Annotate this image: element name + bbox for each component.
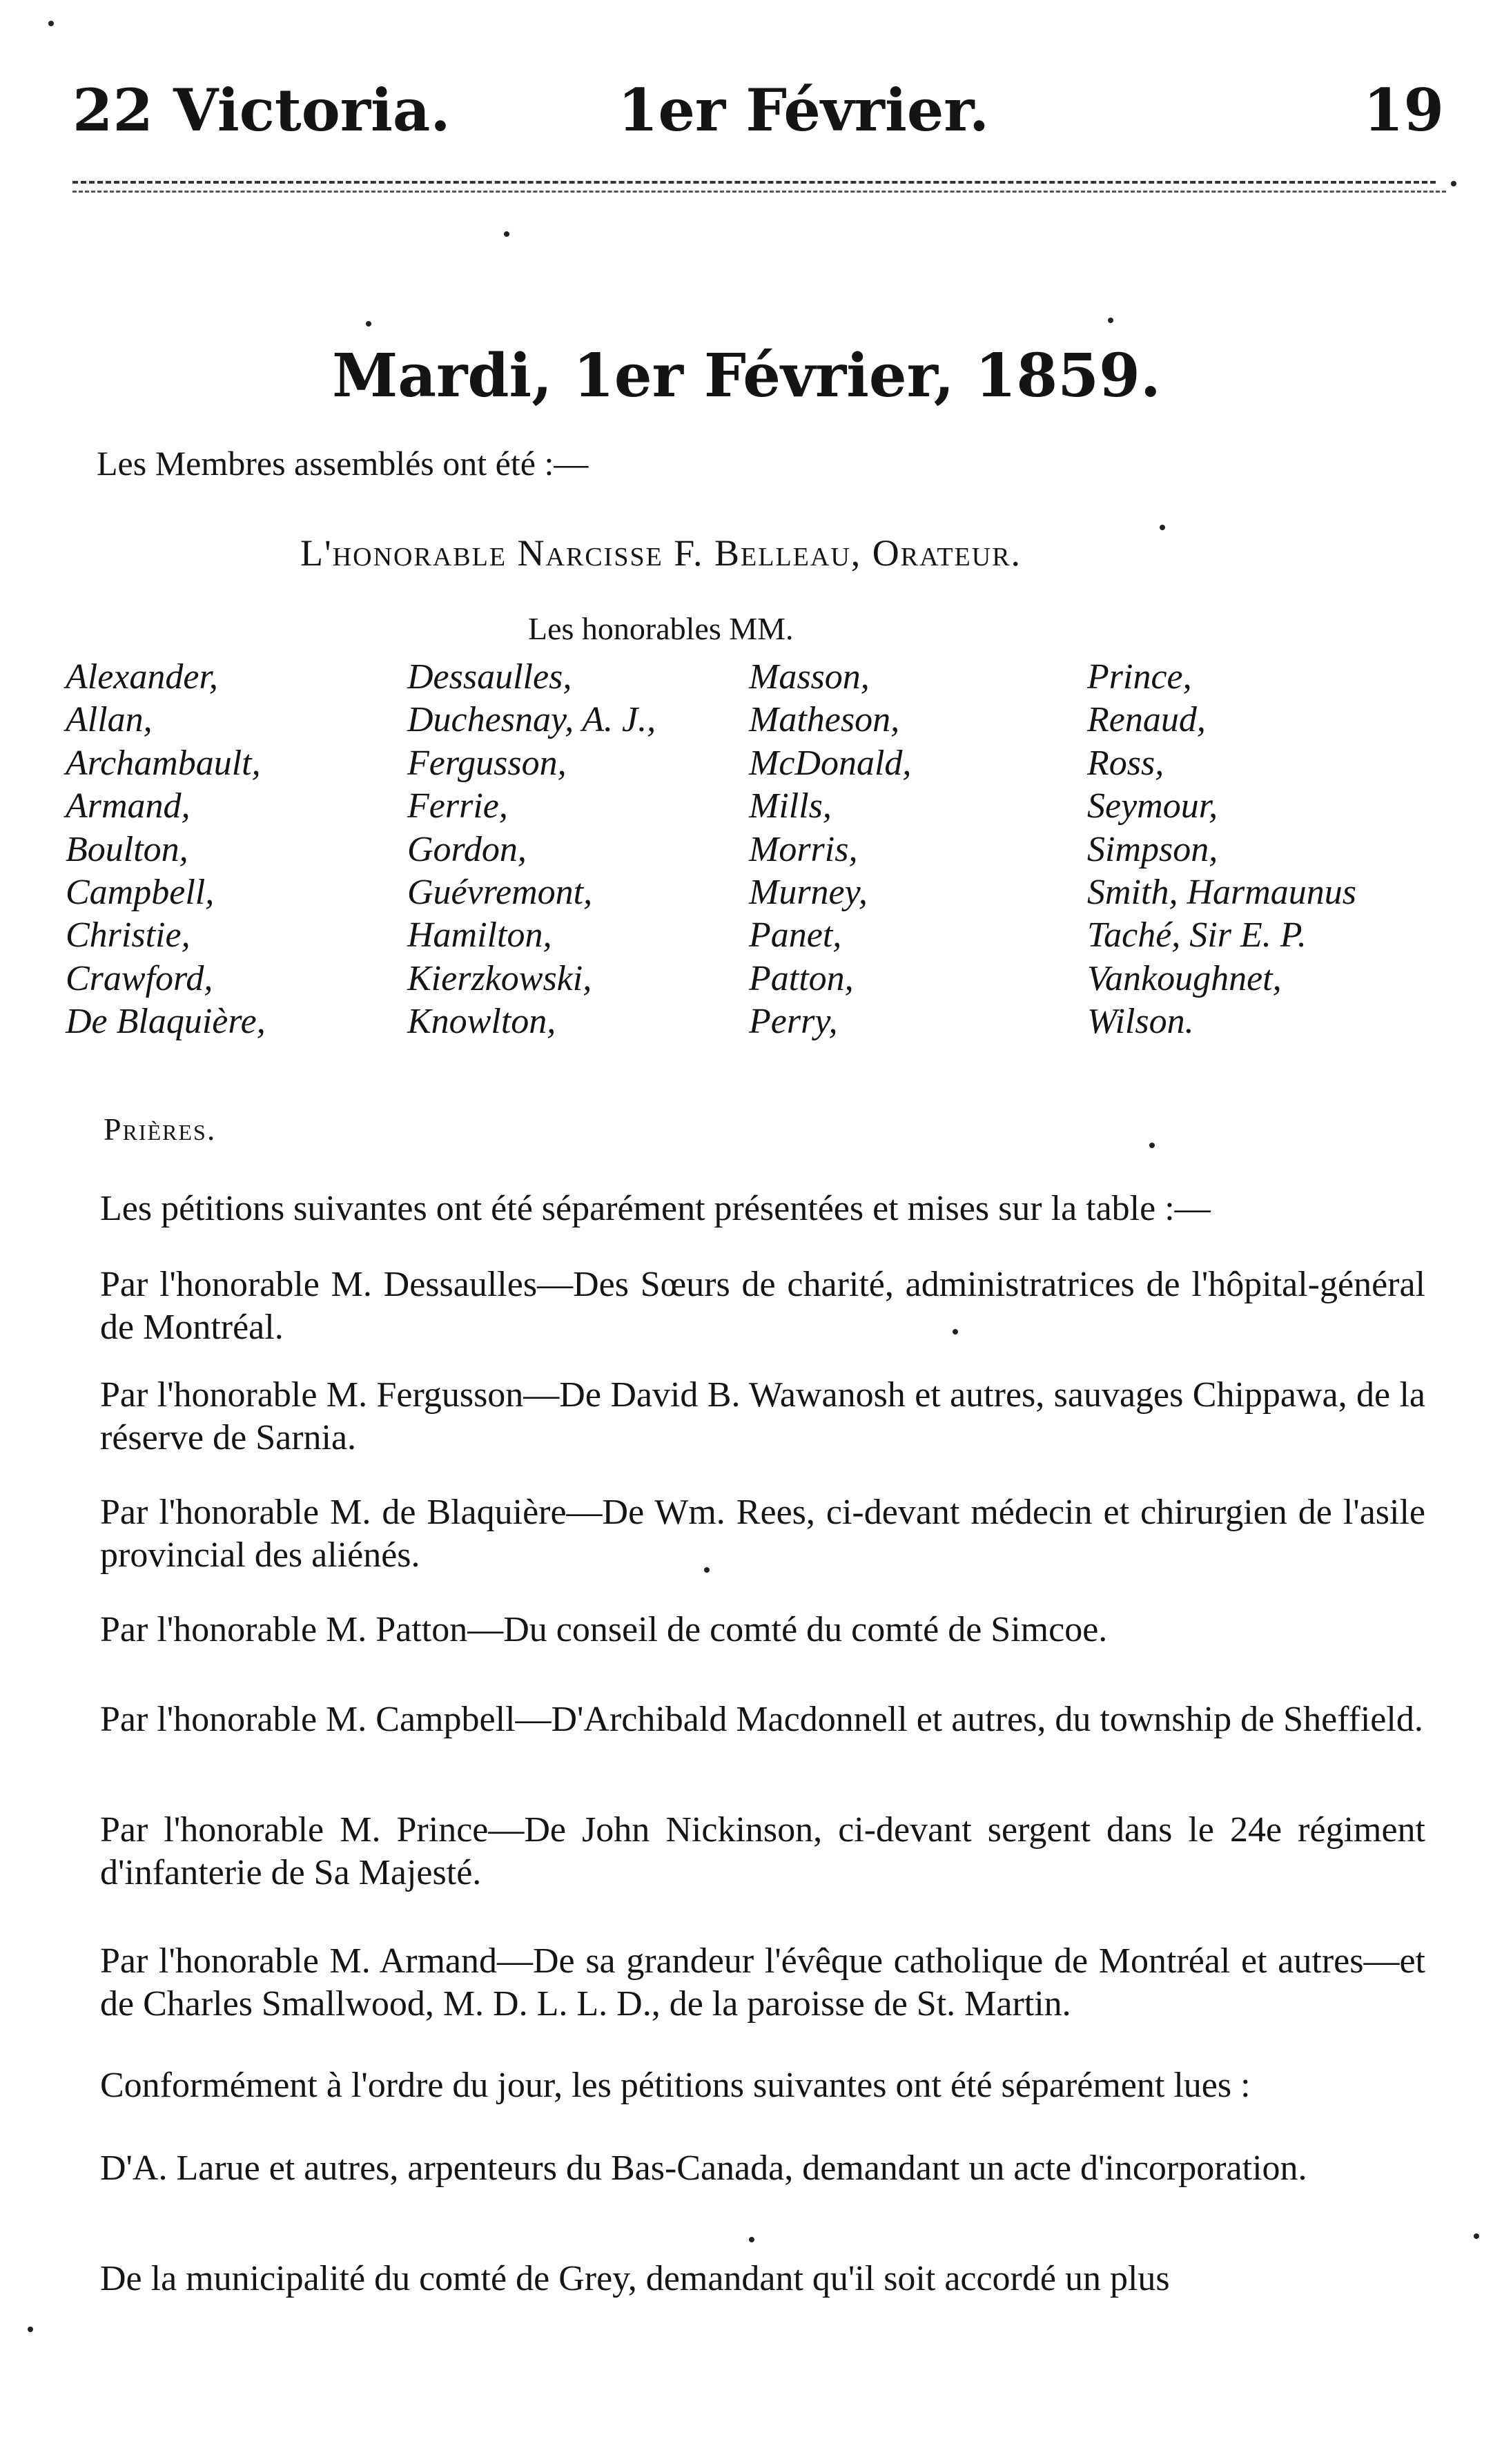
member-name: Hamilton, <box>407 915 552 955</box>
member-name: Crawford, <box>66 958 213 998</box>
member-name: Perry, <box>749 1002 838 1042</box>
print-speck <box>1149 1143 1155 1148</box>
member-name: Alexander, <box>66 657 218 697</box>
member-name: Murney, <box>749 872 868 912</box>
print-speck <box>1108 318 1113 323</box>
honorables-label: Les honorables MM. <box>528 611 794 646</box>
member-name: Armand, <box>66 786 191 826</box>
members-column-1 <box>66 656 266 1044</box>
paragraph-text: Par l'honorable M. Campbell—D'Archibald Macdonnell et autres, du township de Sheffield. <box>100 1700 1423 1739</box>
running-header-center: 1er Février. <box>618 76 990 144</box>
member-name: Taché, Sir E. P. <box>1087 915 1307 955</box>
member-name: Ross, <box>1087 743 1164 783</box>
header-rule <box>72 181 1436 184</box>
paragraph-text: Par l'honorable M. Fergusson—De David B. Wawanosh et autres, sauvages Chippawa, de la réserve de Sarnia. <box>100 1375 1425 1457</box>
speaker-line: L'honorable Narcisse F. Belleau, Orateur. <box>300 532 1022 574</box>
member-name: Prince, <box>1087 657 1192 697</box>
member-name: Renaud, <box>1087 700 1206 740</box>
print-speck <box>48 21 54 26</box>
members-column-3 <box>749 656 911 1044</box>
print-speck <box>1474 2233 1479 2239</box>
member-name: Smith, Harmaunus <box>1087 872 1357 912</box>
member-name: Masson, <box>749 657 870 697</box>
print-speck <box>1160 525 1165 530</box>
member-name: Ferrie, <box>407 786 508 826</box>
print-speck <box>953 1329 958 1335</box>
member-name: Vankoughnet, <box>1087 958 1282 998</box>
prayers-heading: Prières. <box>104 1112 217 1147</box>
member-name: Gordon, <box>407 829 527 869</box>
member-name: Simpson, <box>1087 829 1218 869</box>
paragraph <box>66 1609 1425 1651</box>
members-assembled-line: Les Membres assemblés ont été :— <box>97 444 589 483</box>
paragraph <box>66 1940 1425 2026</box>
member-name: De Blaquière, <box>66 1002 266 1042</box>
member-name: Matheson, <box>749 700 900 740</box>
paragraph-text: Par l'honorable M. Patton—Du conseil de comté du comté de Simcoe. <box>100 1610 1108 1649</box>
session-date-title: Mardi, 1er Février, 1859. <box>332 341 1161 411</box>
member-name: Guévremont, <box>407 872 593 912</box>
paragraph <box>66 1263 1425 1349</box>
paragraph-text: Par l'honorable M. de Blaquière—De Wm. Rees, ci-devant médecin et chirurgien de l'asile provincial des aliénés. <box>100 1493 1425 1575</box>
paragraph-text: Par l'honorable M. Dessaulles—Des Sœurs de charité, administratrices de l'hôpital-général de Montréal. <box>100 1265 1425 1347</box>
paragraph-text: Par l'honorable M. Armand—De sa grandeur l'évêque catholique de Montréal et autres—et de Charles Smallwood, M. D. L. L. D., de la paroisse de St. Martin. <box>100 1941 1425 2024</box>
member-name: Allan, <box>66 700 153 740</box>
paragraph-text: De la municipalité du comté de Grey, demandant qu'il soit accordé un plus <box>100 2259 1170 2298</box>
member-name: Archambault, <box>66 743 261 783</box>
member-name: Panet, <box>749 915 842 955</box>
member-name: Dessaulles, <box>407 657 572 697</box>
member-name: Duchesnay, A. J., <box>407 700 656 740</box>
paragraph <box>66 1491 1425 1577</box>
paragraph <box>66 1187 1425 1230</box>
paragraph <box>66 1809 1425 1894</box>
header-rule-secondary <box>72 191 1446 193</box>
paragraph-text: D'A. Larue et autres, arpenteurs du Bas-Canada, demandant un acte d'incorporation. <box>100 2148 1307 2188</box>
running-header-left: 22 Victoria. <box>72 76 451 144</box>
member-name: Campbell, <box>66 872 215 912</box>
print-speck <box>504 231 509 237</box>
member-name: Morris, <box>749 829 858 869</box>
print-speck <box>366 321 371 327</box>
member-name: McDonald, <box>749 743 912 783</box>
page-number: 19 <box>1363 76 1444 144</box>
paragraph-text: Conformément à l'ordre du jour, les pétitions suivantes ont été séparément lues : <box>100 2066 1251 2105</box>
paragraph <box>66 2147 1425 2190</box>
paragraph <box>66 2258 1425 2300</box>
members-column-2 <box>407 656 656 1044</box>
member-name: Kierzkowski, <box>407 958 592 998</box>
member-name: Christie, <box>66 915 191 955</box>
paragraph <box>66 1698 1425 1741</box>
member-name: Knowlton, <box>407 1002 556 1042</box>
paragraph-text: Les pétitions suivantes ont été séparément présentées et mises sur la table :— <box>100 1189 1211 1228</box>
paragraph <box>66 1374 1425 1459</box>
paragraph-text: Par l'honorable M. Prince—De John Nickinson, ci-devant sergent dans le 24e régiment d'infanterie de Sa Majesté. <box>100 1810 1425 1892</box>
print-speck <box>749 2237 754 2242</box>
member-name: Fergusson, <box>407 743 567 783</box>
print-speck <box>1451 181 1456 186</box>
members-column-4 <box>1087 656 1356 1044</box>
member-name: Wilson. <box>1087 1002 1194 1042</box>
member-name: Boulton, <box>66 829 188 869</box>
print-speck <box>704 1567 710 1573</box>
member-name: Patton, <box>749 958 854 998</box>
paragraph <box>66 2064 1425 2107</box>
member-name: Mills, <box>749 786 832 826</box>
member-name: Seymour, <box>1087 786 1218 826</box>
print-speck <box>28 2327 33 2332</box>
